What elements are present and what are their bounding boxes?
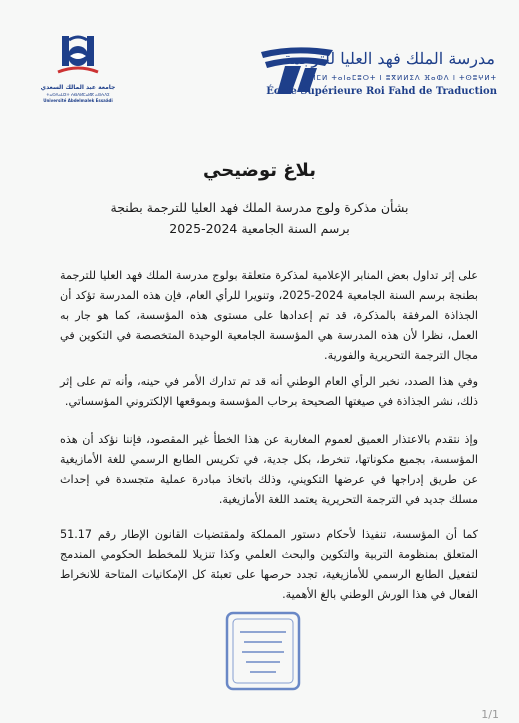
official-stamp-icon (224, 610, 302, 692)
university-name-arabic: جامعة عبد المالك السعدي (40, 84, 116, 91)
body-paragraph-4: كما أن المؤسسة، تنفيذا لأحكام دستور المملكة ولمقتضيات القانون الإطار رقم 51.17 المتعلق بمنظومة التربية والتكوين والبحث العلمي وكذا تنزيلا للمخطط الحكومي المندمج لتفعيل الطابع الرسمي للأمازيغية، تجدد حرصها على تعبئة كل الإمكانيات المتاحة للانخراط الفعال في هذا الورش الوطني بالغ الأهمية. (60, 528, 478, 601)
document-title: بلاغ توضيحي (203, 160, 316, 181)
document-subtitle-line-2: برسم السنة الجامعية 2024-2025 (169, 221, 350, 236)
university-name-tifinagh: ⵜⴰⵙⴷⴰⵡⵉⵜ ⵄⴱⴷⵍⵎⴰⵍⴽ ⴰⵙⵄⴷⵉ (46, 92, 110, 97)
school-name-arabic: مدرسة الملك فهد العليا للترجمة (283, 49, 495, 68)
school-name-tifinagh: ⵜⵉⵏⵎⵍ ⵜⴰⵏⴰⵎⵓⵔⵜ ⵏ ⵓⴳⵍⵍⵉⴷ ⴼⴰⵀⴷ ⵏ ⵜⵙⵓⵖⵍⵜ (301, 74, 497, 82)
university-logo-icon (48, 30, 108, 82)
document-subtitle-line-1: بشأن مذكرة ولوج مدرسة الملك فهد العليا للترجمة بطنجة (110, 200, 409, 215)
body-paragraph-2: وفي هذا الصدد، نخبر الرأي العام الوطني أنه قد تم تدارك الأمر في حينه، وأنه تم على إثر ذلك، نشر الجذاذة في صيغتها الصحيحة برحاب المؤسسة وبموقعها الإلكتروني المؤسساتي. (60, 375, 478, 408)
page-number: 1/1 (481, 708, 499, 721)
university-name-french: Université Abdelmalek Essaâdi (43, 98, 113, 103)
school-name-french: École Supérieure Roi Fahd de Traduction (266, 86, 497, 97)
body-paragraph-3: وإذ نتقدم بالاعتذار العميق لعموم المغاربة عن هذا الخطأ غير المقصود، فإننا نؤكد أن هذه المؤسسة، بجميع مكوناتها، تنخرط، بكل جدية، في تكريس الطابع الرسمي للغة الأمازيغية عن طريق إدراجها في عرضها التكويني، وذلك باتخاذ مبادرة عملية متجسدة في إحداث مسلك جديد في الترجمة التحريرية يعتمد اللغة الأمازيغية. (60, 433, 478, 506)
body-paragraph-1: على إثر تداول بعض المنابر الإعلامية لمذكرة متعلقة بولوج مدرسة الملك فهد العليا للترجمة بطنجة برسم السنة الجامعية 2024-2025، وتنويرا للرأي العام، فإن هذه المدرسة تؤكد أن الجذاذة المرفقة بالمذكرة، قد تم إعدادها على مستوى هذه المؤسسة، كما هو جار به العمل، نظرا لأن هذه المدرسة هي المؤسسة الجامعية الوحيدة المتخصصة في التكوين في مجال الترجمة التحريرية والفورية. (60, 269, 478, 362)
